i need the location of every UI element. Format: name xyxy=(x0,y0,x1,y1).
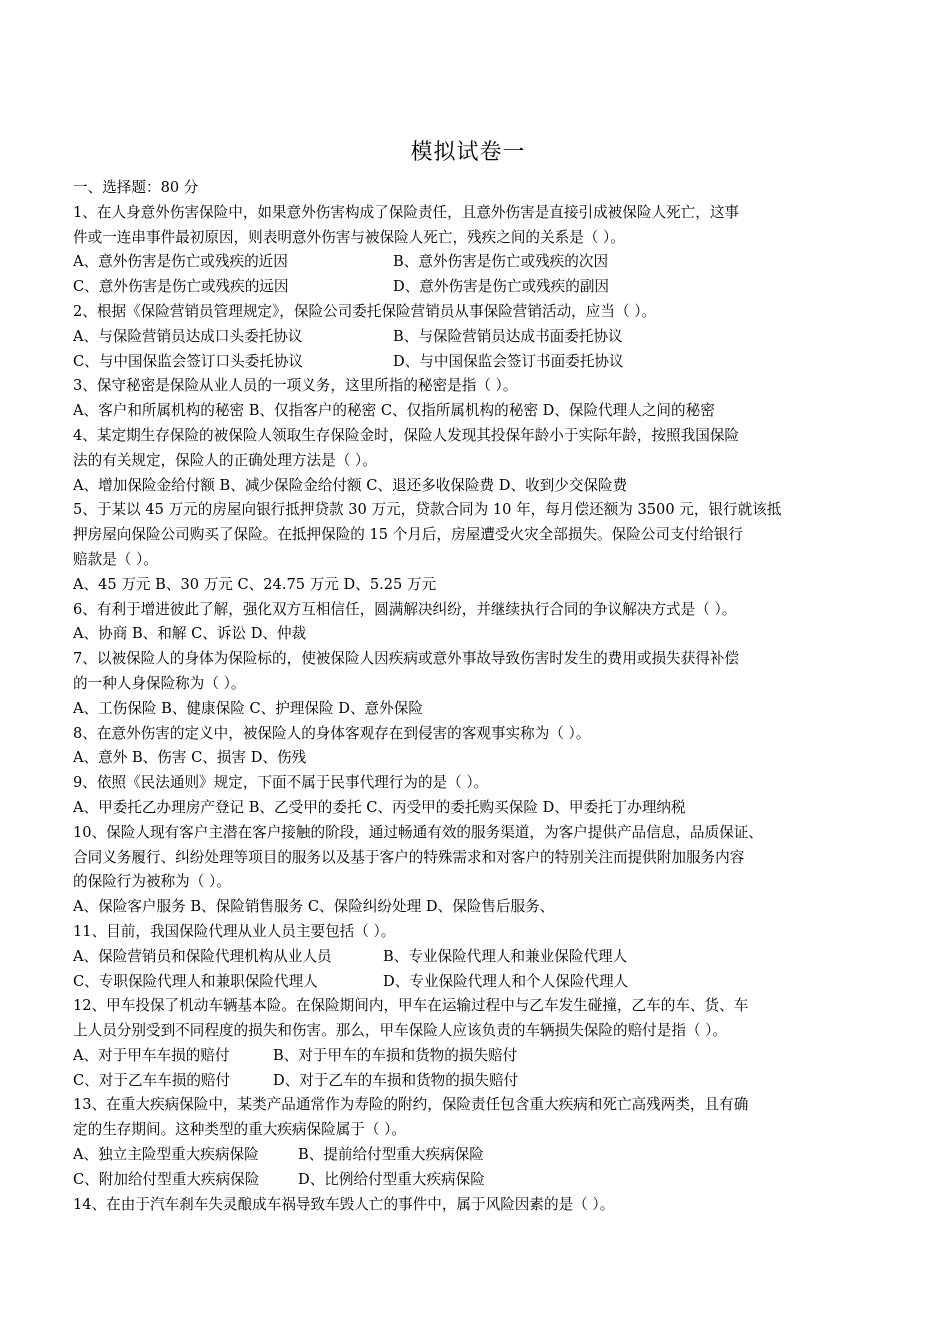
question-11-options-row-1 xyxy=(73,945,863,970)
question-3-line-1: 3、保守秘密是保险从业人员的一项义务，这里所指的秘密是指（ ）。 xyxy=(73,377,518,395)
question-10-line-2: 合同义务履行、纠纷处理等项目的服务以及基于客户的特殊需求和对客户的特别关注而提供附加服务内容 xyxy=(73,848,745,866)
option-c: C、意外伤害是伤亡或残疾的远因 xyxy=(73,278,289,296)
question-5-line-3: 赔款是（ ）。 xyxy=(73,550,158,568)
option-b: B、提前给付型重大疾病保险 xyxy=(298,1146,484,1164)
question-9-line-1: 9、依照《民法通则》规定，下面不属于民事代理行为的是（ ）。 xyxy=(73,774,489,792)
option-d: D、意外伤害是伤亡或残疾的副因 xyxy=(393,278,610,296)
option-a: A、与保险营销员达成口头委托协议 xyxy=(73,327,303,345)
question-7-options: A、工伤保险 B、健康保险 C、护理保险 D、意外保险 xyxy=(73,699,423,717)
question-13-options-row-2 xyxy=(73,1168,863,1193)
option-d: D、专业保险代理人和个人保险代理人 xyxy=(383,972,629,990)
question-5-options: A、45 万元 B、30 万元 C、24.75 万元 D、5.25 万元 xyxy=(73,575,437,593)
question-4-line-2: 法的有关规定，保险人的正确处理方法是（ ）。 xyxy=(73,451,377,469)
option-d: D、与中国保监会签订书面委托协议 xyxy=(393,352,624,370)
option-c: C、与中国保监会签订口头委托协议 xyxy=(73,352,304,370)
question-12-options-row-1 xyxy=(73,1044,863,1069)
question-2-options-row-1 xyxy=(73,325,863,350)
option-c: C、专职保险代理人和兼职保险代理人 xyxy=(73,972,318,990)
option-b: B、意外伤害是伤亡或残疾的次因 xyxy=(393,253,609,271)
option-a: A、保险营销员和保险代理机构从业人员 xyxy=(73,947,332,965)
option-b: B、对于甲车的车损和货物的损失赔付 xyxy=(273,1046,518,1064)
option-c: C、对于乙车车损的赔付 xyxy=(73,1071,231,1089)
question-12-options-row-2 xyxy=(73,1069,863,1094)
question-1-line-2: 件或一连串事件最初原因，则表明意外伤害与被保险人死亡，残疾之间的关系是（ ）。 xyxy=(73,228,625,246)
question-1-options-row-1 xyxy=(73,250,863,275)
question-13-options-row-1 xyxy=(73,1143,863,1168)
option-a: A、意外伤害是伤亡或残疾的近因 xyxy=(73,253,288,271)
option-a: A、独立主险型重大疾病保险 xyxy=(73,1146,259,1164)
question-5-line-1: 5、于某以 45 万元的房屋向银行抵押贷款 30 万元，贷款合同为 10 年，每月偿还额为 3500 元，银行就该抵 xyxy=(73,501,782,519)
question-11-options-row-2 xyxy=(73,970,863,995)
question-2-line-1: 2、根据《保险营销员管理规定》，保险公司委托保险营销员从事保险营销活动，应当（ ）。 xyxy=(73,302,657,320)
question-2-options-row-2 xyxy=(73,350,863,375)
question-8-options: A、意外 B、伤害 C、损害 D、伤残 xyxy=(73,749,307,767)
question-13-line-1: 13、在重大疾病保险中，某类产品通常作为寿险的附约，保险责任包含重大疾病和死亡高残两类，且有确 xyxy=(73,1096,749,1114)
question-11-line-1: 11、目前，我国保险代理从业人员主要包括（ ）。 xyxy=(73,922,396,940)
question-12-line-2: 上人员分别受到不同程度的损失和伤害。那么，甲车保险人应该负责的车辆损失保险的赔付是指（ ）。 xyxy=(73,1022,728,1040)
question-4-options: A、增加保险金给付额 B、减少保险金给付额 C、退还多收保险费 D、收到少交保险费 xyxy=(73,476,628,494)
question-7-line-1: 7、以被保险人的身体为保险标的，使被保险人因疾病或意外事故导致伤害时发生的费用或损失获得补偿 xyxy=(73,650,740,668)
option-b: B、与保险营销员达成书面委托协议 xyxy=(393,327,623,345)
section-header: 一、选择题：80 分 xyxy=(73,179,199,196)
question-9-options: A、甲委托乙办理房产登记 B、乙受甲的委托 C、丙受甲的委托购买保险 D、甲委托丁办理纳税 xyxy=(73,798,686,816)
question-14-line-1: 14、在由于汽车刹车失灵酿成车祸导致车毁人亡的事件中，属于风险因素的是（ ）。 xyxy=(73,1195,615,1213)
question-3-options: A、客户和所属机构的秘密 B、仅指客户的秘密 C、仅指所属机构的秘密 D、保险代理人之间的秘密 xyxy=(73,402,715,420)
question-4-line-1: 4、某定期生存保险的被保险人领取生存保险金时，保险人发现其投保年龄小于实际年龄，按照我国保险 xyxy=(73,426,740,444)
question-6-line-1: 6、有利于增进彼此了解，强化双方互相信任，圆满解决纠纷，并继续执行合同的争议解决方式是（ ）。 xyxy=(73,600,737,618)
option-c: C、附加给付型重大疾病保险 xyxy=(73,1170,260,1188)
question-10-options: A、保险客户服务 B、保险销售服务 C、保险纠纷处理 D、保险售后服务、 xyxy=(73,898,555,916)
question-12-line-1: 12、甲车投保了机动车辆基本险。在保险期间内，甲车在运输过程中与乙车发生碰撞，乙车的车、货、车 xyxy=(73,997,749,1015)
page-title: 模拟试卷一 xyxy=(410,140,526,165)
option-a: A、对于甲车车损的赔付 xyxy=(73,1046,230,1064)
question-1-line-1: 1、在人身意外伤害保险中，如果意外伤害构成了保险责任，且意外伤害是直接引成被保险人死亡，这事 xyxy=(73,203,740,221)
question-10-line-3: 的保险行为被称为（ ）。 xyxy=(73,873,231,891)
document-page xyxy=(73,134,863,1217)
question-7-line-2: 的一种人身保险称为（ ）。 xyxy=(73,674,246,692)
option-d: D、比例给付型重大疾病保险 xyxy=(298,1170,485,1188)
question-13-line-2: 定的生存期间。这种类型的重大疾病保险属于（ ）。 xyxy=(73,1121,406,1139)
question-5-line-2: 押房屋向保险公司购买了保险。在抵押保险的 15 个月后，房屋遭受火灾全部损失。保险公司支付给银行 xyxy=(73,526,743,544)
option-b: B、专业保险代理人和兼业保险代理人 xyxy=(383,947,628,965)
question-6-options: A、协商 B、和解 C、诉讼 D、仲裁 xyxy=(73,625,307,643)
question-8-line-1: 8、在意外伤害的定义中，被保险人的身体客观存在到侵害的客观事实称为（ ）。 xyxy=(73,724,591,742)
option-d: D、对于乙车的车损和货物的损失赔付 xyxy=(273,1071,519,1089)
question-10-line-1: 10、保险人现有客户主潜在客户接触的阶段，通过畅通有效的服务渠道，为客户提供产品信息，品质保证、 xyxy=(73,823,763,841)
question-1-options-row-2 xyxy=(73,275,863,300)
